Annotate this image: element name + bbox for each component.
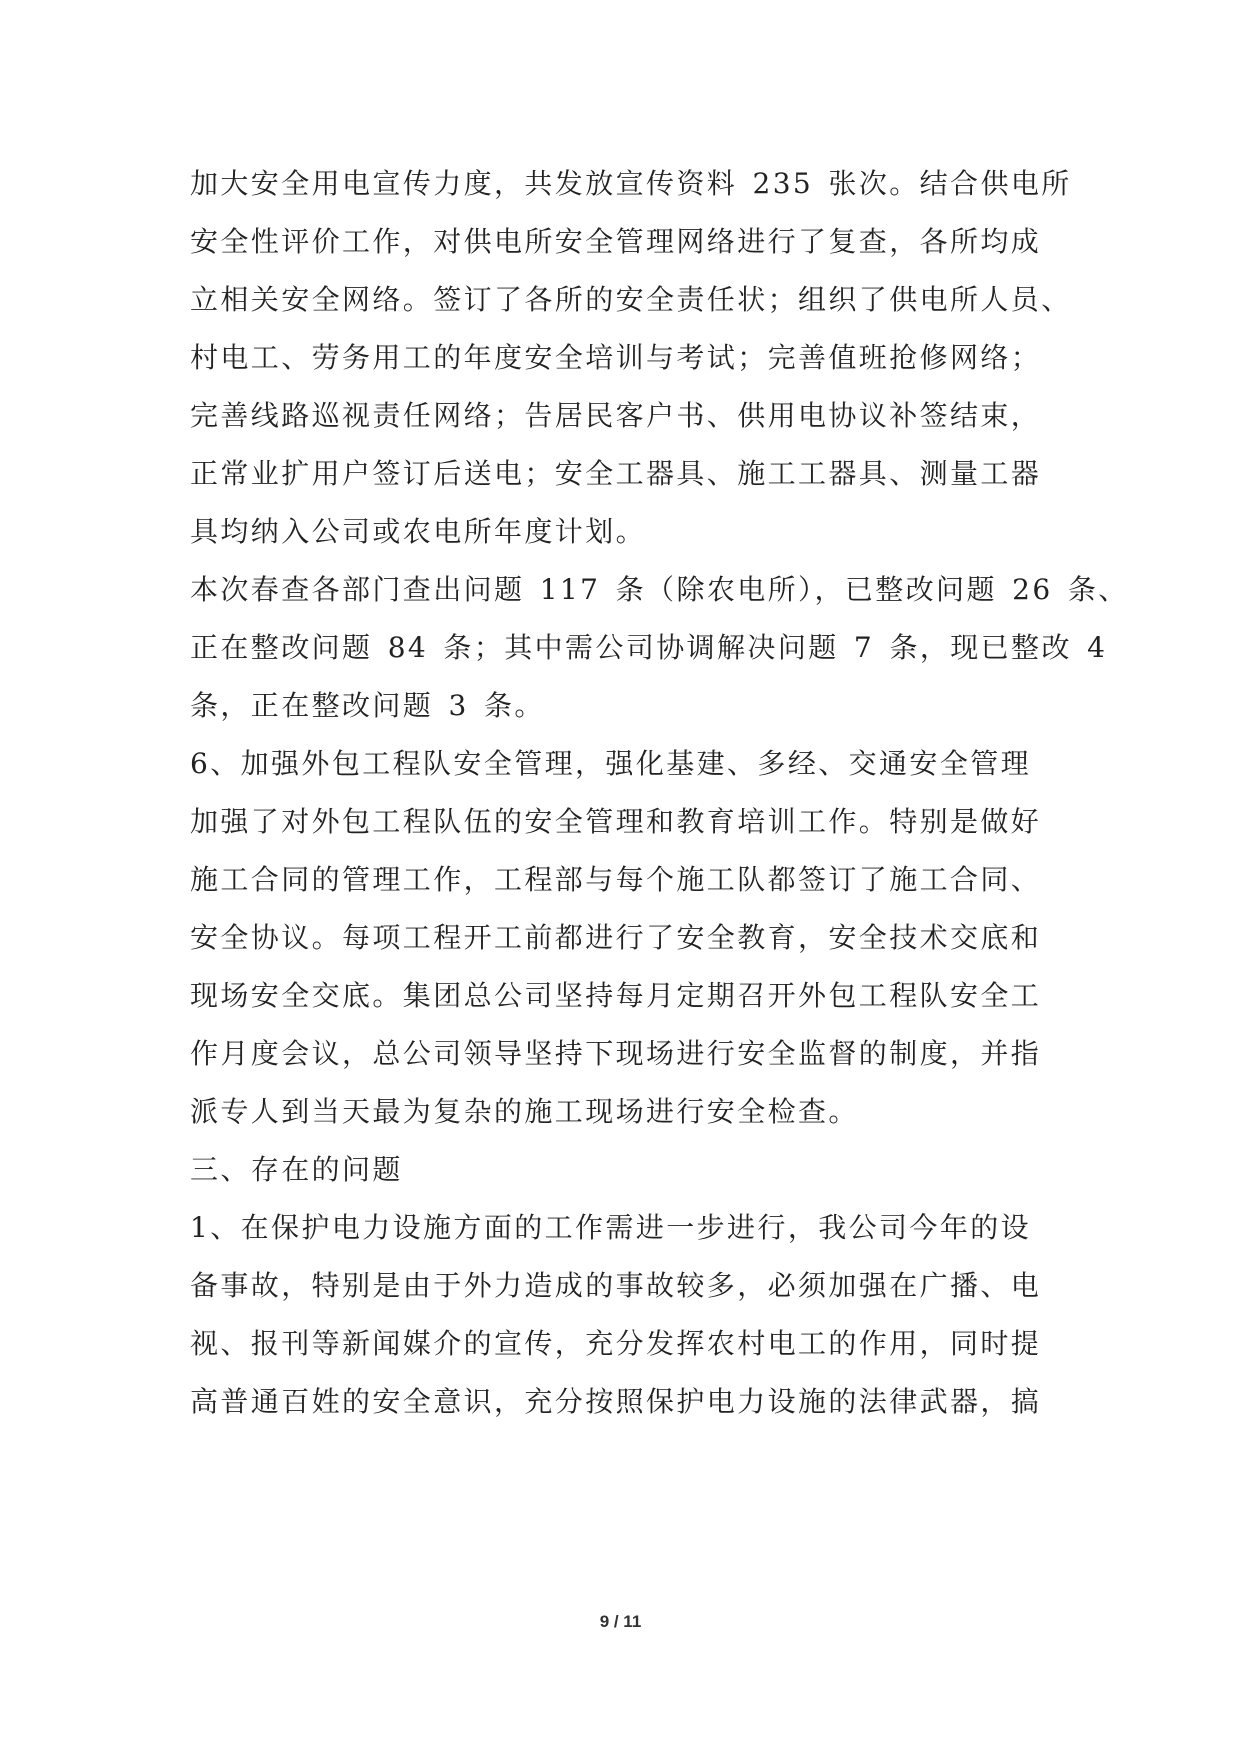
page-number: 9 / 11 — [599, 1612, 642, 1631]
text-line: 立相关安全网络。签订了各所的安全责任状；组织了供电所人员、 — [190, 283, 1072, 316]
text-line: 安全协议。每项工程开工前都进行了安全教育，安全技术交底和 — [190, 921, 1042, 954]
text-line: 安全性评价工作，对供电所安全管理网络进行了复查，各所均成 — [190, 225, 1042, 258]
text-line: 高普通百姓的安全意识，充分按照保护电力设施的法律武器，搞 — [190, 1385, 1042, 1418]
text-line: 作月度会议，总公司领导坚持下现场进行安全监督的制度，并指 — [190, 1037, 1042, 1070]
text-line: 条，正在整改问题 3 条。 — [190, 689, 545, 722]
text-line: 本次春查各部门查出问题 117 条（除农电所），已整改问题 26 条、 — [190, 573, 1129, 606]
text-line: 1、在保护电力设施方面的工作需进一步进行，我公司今年的设 — [190, 1211, 1032, 1244]
text-line: 施工合同的管理工作，工程部与每个施工队都签订了施工合同、 — [190, 863, 1042, 896]
section-heading: 三、存在的问题 — [190, 1153, 403, 1186]
text-line: 备事故，特别是由于外力造成的事故较多，必须加强在广播、电 — [190, 1269, 1042, 1302]
text-line: 正在整改问题 84 条；其中需公司协调解决问题 7 条，现已整改 4 — [190, 631, 1108, 664]
text-line: 加强了对外包工程队伍的安全管理和教育培训工作。特别是做好 — [190, 805, 1042, 838]
text-line: 村电工、劳务用工的年度安全培训与考试；完善值班抢修网络； — [190, 341, 1042, 374]
text-line: 正常业扩用户签订后送电；安全工器具、施工工器具、测量工器 — [190, 457, 1042, 490]
text-line: 视、报刊等新闻媒介的宣传，充分发挥农村电工的作用，同时提 — [190, 1327, 1042, 1360]
text-line: 具均纳入公司或农电所年度计划。 — [190, 515, 647, 548]
body-text — [190, 155, 1129, 1431]
text-line: 加大安全用电宣传力度，共发放宣传资料 235 张次。结合供电所 — [190, 167, 1072, 200]
section-heading: 6、加强外包工程队安全管理，强化基建、多经、交通安全管理 — [190, 747, 1032, 780]
text-line: 派专人到当天最为复杂的施工现场进行安全检查。 — [190, 1095, 859, 1128]
text-line: 现场安全交底。集团总公司坚持每月定期召开外包工程队安全工 — [190, 979, 1042, 1012]
text-line: 完善线路巡视责任网络；告居民客户书、供用电协议补签结束， — [190, 399, 1042, 432]
